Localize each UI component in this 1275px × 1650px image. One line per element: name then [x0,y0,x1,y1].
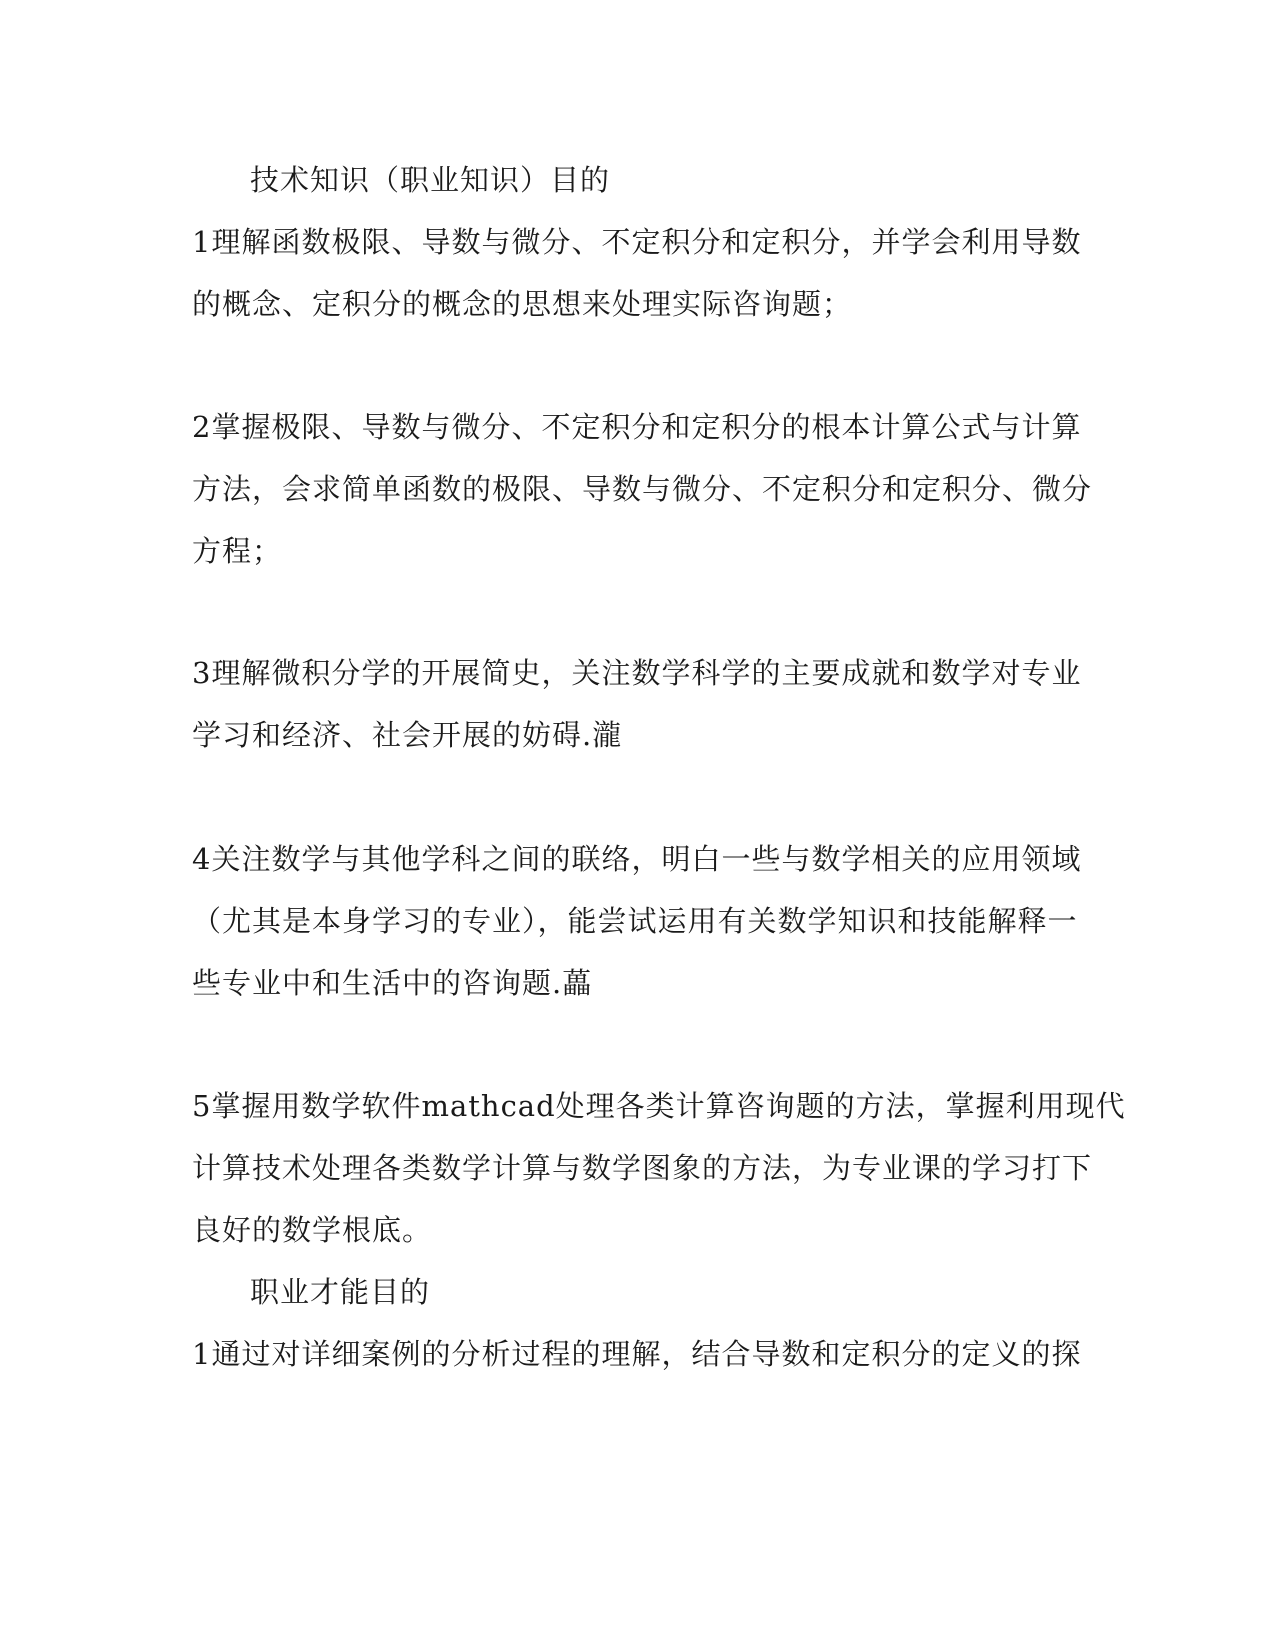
section-heading-ability: 职业才能目的 [250,1275,431,1309]
item2-line1: 2掌握极限、导数与微分、不定积分和定积分的根本计算公式与计算 [192,410,1082,444]
item1-line2: 的概念、定积分的概念的思想来处理实际咨询题； [192,287,853,321]
item3-line2: 学习和经济、社会开展的妨碍.瀧 [192,718,623,752]
item5-line2: 计算技术处理各类数学计算与数学图象的方法，为专业课的学习打下 [192,1151,1093,1185]
section-heading-knowledge: 技术知识（职业知识）目的 [250,163,611,197]
item4-line1: 4关注数学与其他学科之间的联络，明白一些与数学相关的应用领域 [192,842,1082,876]
item1-line1: 1理解函数极限、导数与微分、不定积分和定积分，并学会利用导数 [192,225,1082,259]
item3-line1: 3理解微积分学的开展简史，关注数学科学的主要成就和数学对专业 [192,656,1082,690]
item2-line2: 方法，会求简单函数的极限、导数与微分、不定积分和定积分、微分 [192,472,1093,506]
item5-line1: 5掌握用数学软件mathcad处理各类计算咨询题的方法，掌握利用现代 [192,1089,1126,1123]
item4-line2: （尤其是本身学习的专业），能尝试运用有关数学知识和技能解释一 [192,904,1078,938]
item2-line3: 方程； [192,534,283,568]
ability1-line1: 1通过对详细案例的分析过程的理解，结合导数和定积分的定义的探 [192,1337,1082,1371]
item4-line3: 些专业中和生活中的咨询题.藟 [192,966,593,1000]
item5-line3: 良好的数学根底。 [192,1213,433,1247]
